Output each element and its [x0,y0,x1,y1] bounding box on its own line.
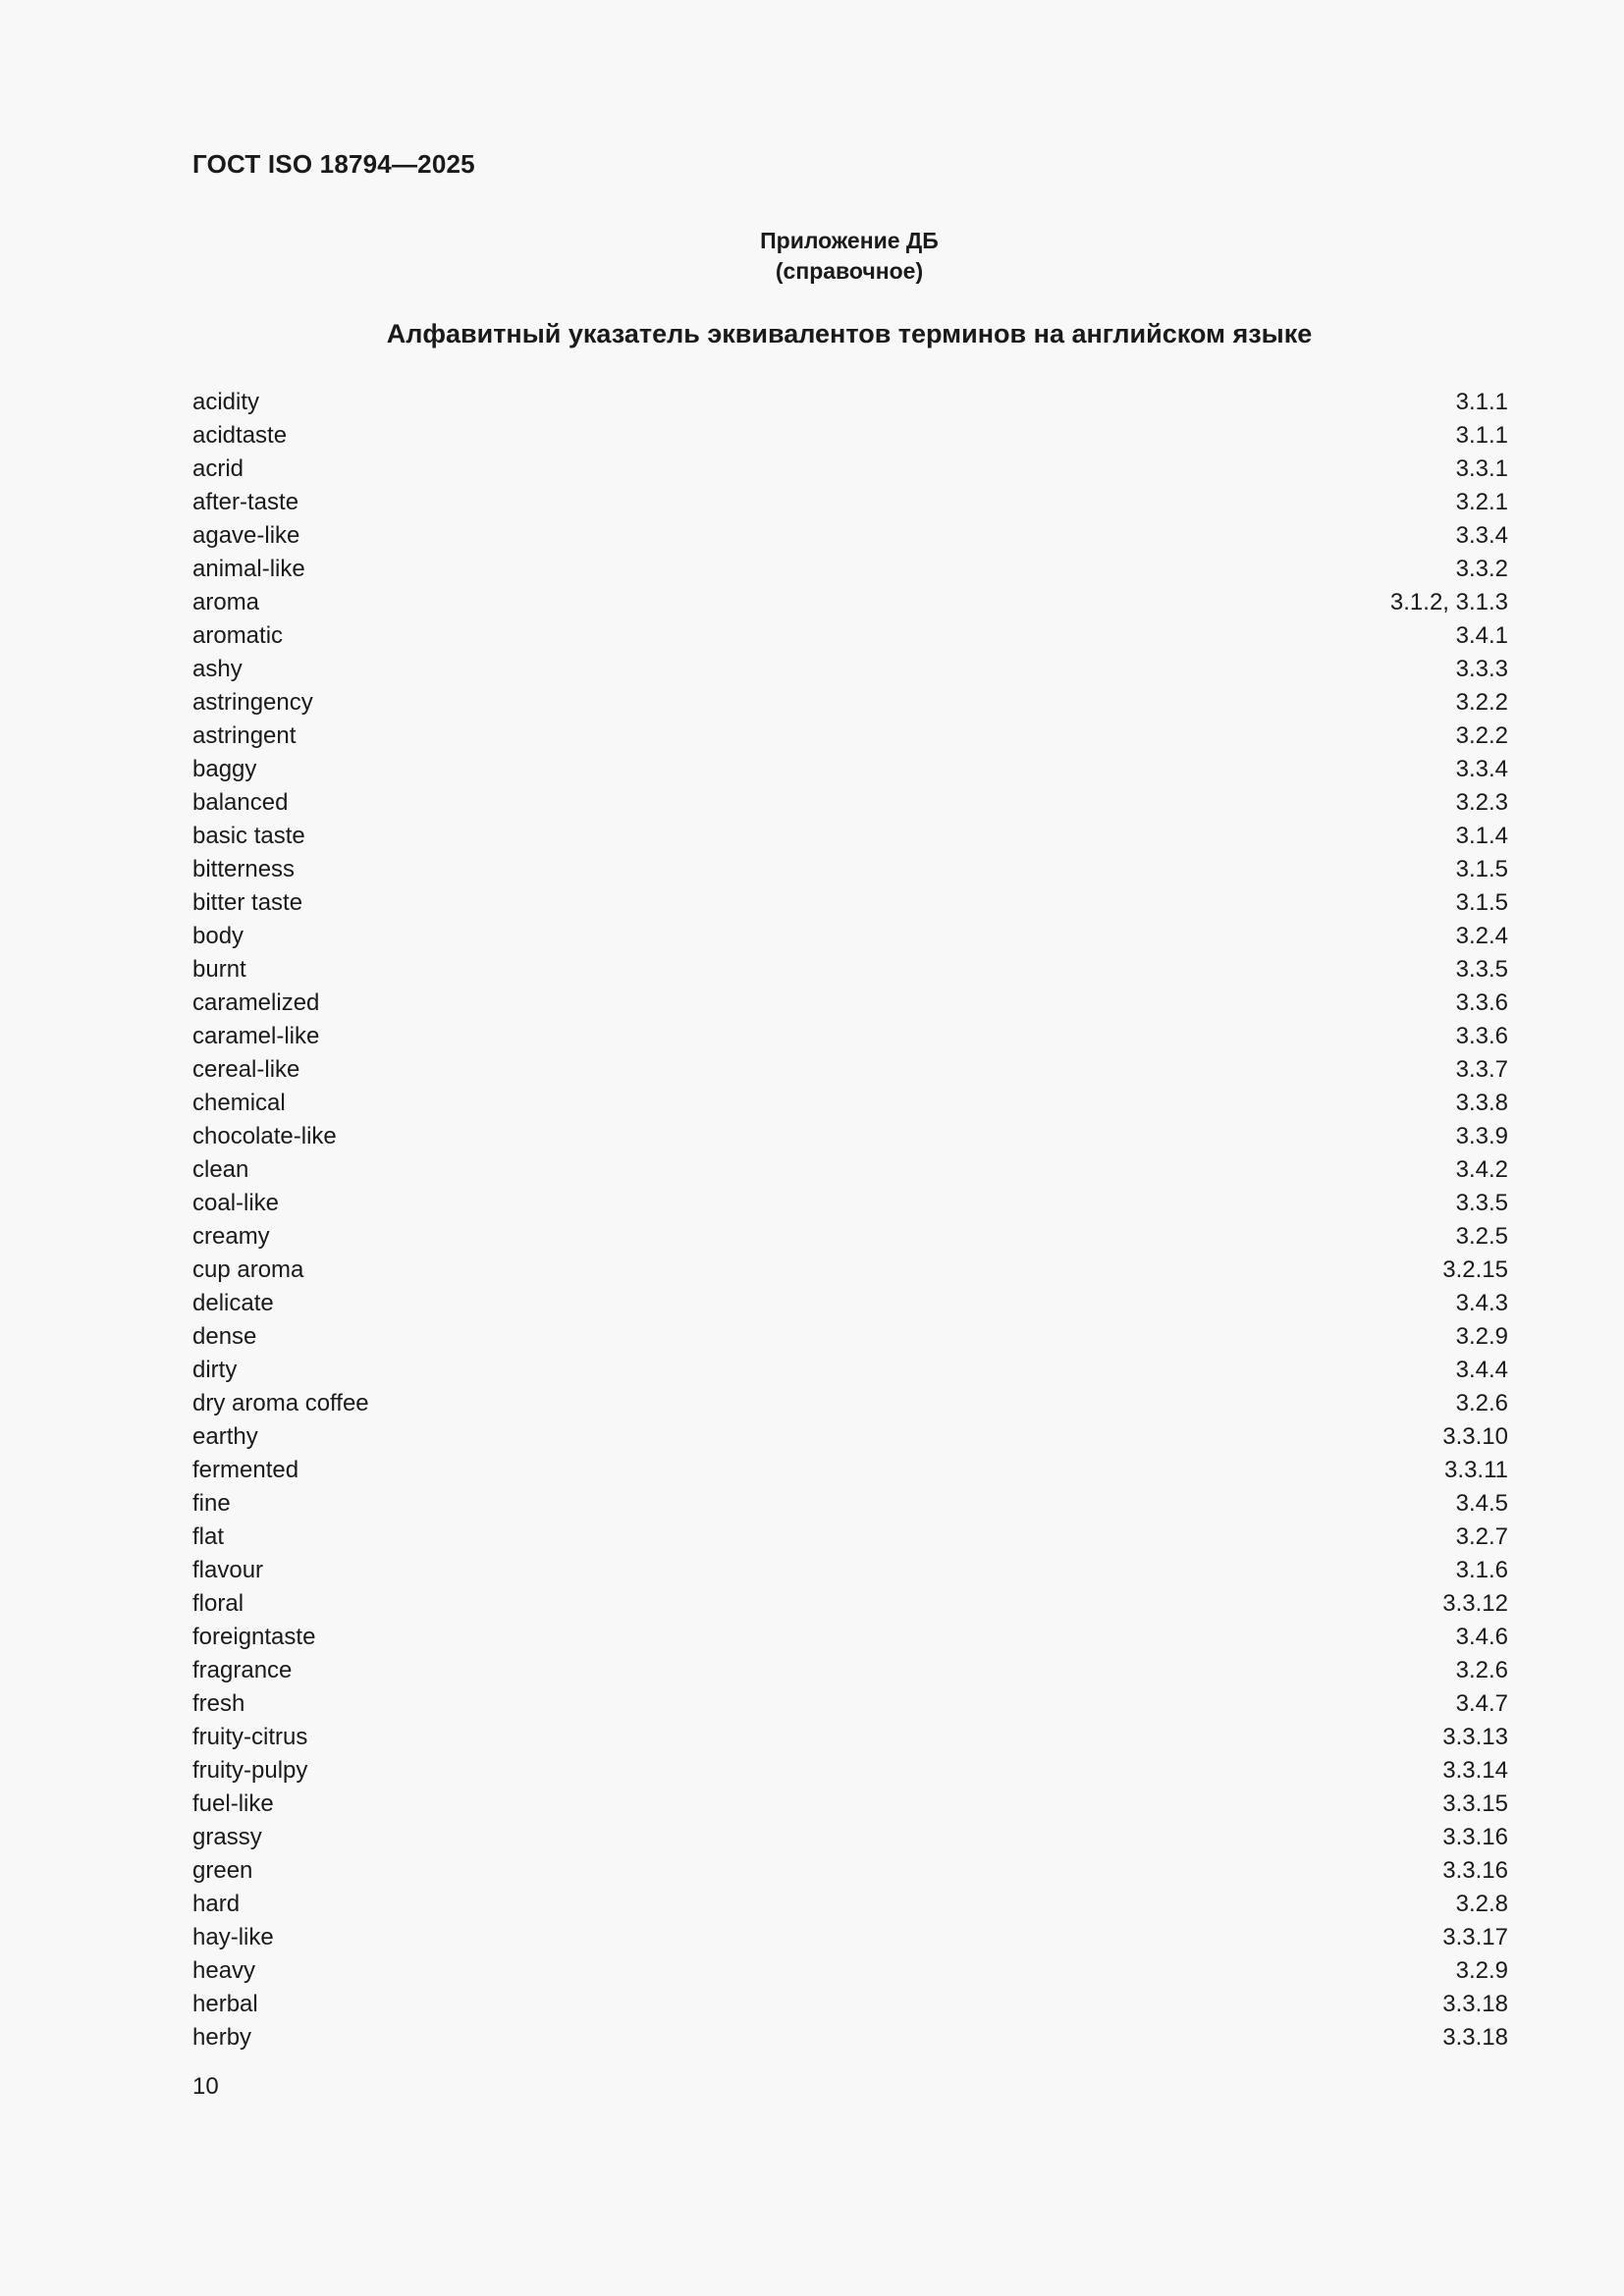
index-entry [192,1654,1508,1687]
index-term: fruity-pulpy [192,1757,308,1784]
index-term: dirty [192,1357,238,1383]
index-term: herbal [192,1991,258,2017]
index-reference: 3.3.3 [1455,656,1508,682]
index-entry [192,1554,1508,1587]
index-reference: 3.3.6 [1455,989,1508,1016]
index-reference: 3.3.5 [1455,956,1508,983]
index-reference: 3.3.14 [1442,1757,1508,1784]
term-index-list [192,386,1508,2055]
index-entry [192,553,1508,586]
index-entry [192,1821,1508,1854]
index-reference: 3.3.6 [1455,1023,1508,1049]
index-entry [192,1854,1508,1888]
index-term: baggy [192,756,257,782]
index-term: clean [192,1156,249,1183]
index-term: creamy [192,1223,270,1250]
appendix-type: (справочное) [775,258,924,284]
index-term: balanced [192,789,289,816]
index-entry [192,720,1508,753]
index-reference: 3.2.6 [1455,1390,1508,1416]
index-reference: 3.3.16 [1442,1857,1508,1884]
index-reference: 3.3.12 [1442,1590,1508,1617]
index-entry [192,386,1508,419]
index-entry [192,1387,1508,1420]
index-reference: 3.3.4 [1455,756,1508,782]
index-entry [192,1587,1508,1621]
index-term: fresh [192,1690,245,1717]
index-entry [192,686,1508,720]
index-entry [192,1454,1508,1487]
index-term: chemical [192,1090,286,1116]
index-reference: 3.1.1 [1455,422,1508,449]
index-term: foreigntaste [192,1624,316,1650]
index-reference: 3.3.5 [1455,1190,1508,1216]
index-term: hay-like [192,1924,274,1950]
index-term: herby [192,2024,252,2051]
index-reference: 3.3.2 [1455,556,1508,582]
index-term: green [192,1857,253,1884]
index-reference: 3.3.7 [1455,1056,1508,1083]
index-term: chocolate-like [192,1123,337,1149]
index-entry [192,1754,1508,1788]
index-term: aromatic [192,622,284,649]
index-reference: 3.3.8 [1455,1090,1508,1116]
index-term: basic taste [192,823,305,849]
index-entry [192,753,1508,786]
index-entry [192,1521,1508,1554]
index-term: dry aroma coffee [192,1390,369,1416]
index-term: acrid [192,455,244,482]
index-heading: Алфавитный указатель эквивалентов терминов на английском языке [386,319,1313,348]
index-reference: 3.3.11 [1444,1457,1508,1483]
index-reference: 3.2.4 [1455,923,1508,949]
index-reference: 3.3.9 [1455,1123,1508,1149]
index-entry [192,786,1508,820]
index-reference: 3.3.10 [1442,1423,1508,1450]
index-reference: 3.2.6 [1455,1657,1508,1683]
index-entry [192,619,1508,653]
index-reference: 3.2.7 [1455,1523,1508,1550]
index-reference: 3.4.2 [1455,1156,1508,1183]
index-term: agave-like [192,522,300,549]
index-entry [192,920,1508,953]
index-term: animal-like [192,556,305,582]
index-entry [192,1621,1508,1654]
index-entry [192,1721,1508,1754]
index-reference: 3.2.9 [1455,1323,1508,1350]
index-entry [192,953,1508,987]
index-reference: 3.1.6 [1455,1557,1508,1583]
index-entry [192,2021,1508,2055]
index-reference: 3.2.5 [1455,1223,1508,1250]
index-reference: 3.2.15 [1442,1256,1508,1283]
index-term: flat [192,1523,225,1550]
index-reference: 3.2.8 [1455,1891,1508,1917]
index-reference: 3.3.1 [1455,455,1508,482]
index-entry [192,1087,1508,1120]
index-reference: 3.3.15 [1442,1790,1508,1817]
index-term: grassy [192,1824,262,1850]
index-entry [192,1020,1508,1053]
index-term: burnt [192,956,246,983]
index-reference: 3.2.2 [1455,689,1508,716]
index-reference: 3.1.4 [1455,823,1508,849]
index-entry [192,1788,1508,1821]
index-entry [192,1320,1508,1354]
index-entry [192,853,1508,886]
index-entry [192,886,1508,920]
index-entry [192,820,1508,853]
index-entry [192,1120,1508,1153]
index-reference: 3.2.3 [1455,789,1508,816]
index-term: coal-like [192,1190,280,1216]
index-reference: 3.4.4 [1455,1357,1508,1383]
document-code: ГОСТ ISO 18794—2025 [192,149,475,179]
index-term: fragrance [192,1657,293,1683]
index-reference: 3.3.18 [1442,1991,1508,2017]
index-reference: 3.4.6 [1455,1624,1508,1650]
index-reference: 3.4.7 [1455,1690,1508,1717]
index-entry [192,1487,1508,1521]
index-entry [192,1287,1508,1320]
index-entry [192,419,1508,453]
index-term: body [192,923,244,949]
index-term: caramelized [192,989,320,1016]
index-term: after-taste [192,489,299,515]
index-reference: 3.4.3 [1455,1290,1508,1316]
index-entry [192,1354,1508,1387]
page-number: 10 [192,2073,219,2100]
index-term: fuel-like [192,1790,274,1817]
index-term: cup aroma [192,1256,304,1283]
index-entry [192,519,1508,553]
index-term: fermented [192,1457,299,1483]
index-reference: 3.3.17 [1442,1924,1508,1950]
index-entry [192,1254,1508,1287]
index-entry [192,1153,1508,1187]
index-term: cereal-like [192,1056,300,1083]
index-entry [192,1220,1508,1254]
index-entry [192,987,1508,1020]
index-term: heavy [192,1957,256,1984]
index-reference: 3.1.5 [1455,856,1508,882]
index-reference: 3.2.2 [1455,722,1508,749]
index-entry [192,1888,1508,1921]
index-term: earthy [192,1423,258,1450]
index-entry [192,1053,1508,1087]
index-term: fruity-citrus [192,1724,308,1750]
index-term: delicate [192,1290,274,1316]
index-entry [192,653,1508,686]
index-reference: 3.3.4 [1455,522,1508,549]
index-term: floral [192,1590,244,1617]
appendix-title: Приложение ДБ [760,228,939,253]
index-reference: 3.3.13 [1442,1724,1508,1750]
index-reference: 3.1.5 [1455,889,1508,916]
index-term: hard [192,1891,241,1917]
index-term: caramel-like [192,1023,320,1049]
index-reference: 3.3.18 [1442,2024,1508,2051]
index-entry [192,586,1508,619]
index-term: astringency [192,689,313,716]
index-entry [192,453,1508,486]
index-term: aroma [192,589,260,615]
index-term: ashy [192,656,243,682]
index-term: flavour [192,1557,264,1583]
index-term: fine [192,1490,231,1517]
index-reference: 3.2.1 [1455,489,1508,515]
index-entry [192,1420,1508,1454]
index-entry [192,486,1508,519]
index-entry [192,1954,1508,1988]
index-reference: 3.2.9 [1455,1957,1508,1984]
index-term: astringent [192,722,297,749]
index-entry [192,1687,1508,1721]
index-term: acidity [192,389,260,415]
index-entry [192,1187,1508,1220]
index-term: acidtaste [192,422,288,449]
index-term: bitterness [192,856,296,882]
index-entry [192,1921,1508,1954]
index-reference: 3.1.1 [1455,389,1508,415]
index-term: bitter taste [192,889,303,916]
index-reference: 3.4.1 [1455,622,1508,649]
index-reference: 3.3.16 [1442,1824,1508,1850]
index-term: dense [192,1323,257,1350]
index-reference: 3.4.5 [1455,1490,1508,1517]
index-reference: 3.1.2, 3.1.3 [1389,589,1508,615]
index-entry [192,1988,1508,2021]
